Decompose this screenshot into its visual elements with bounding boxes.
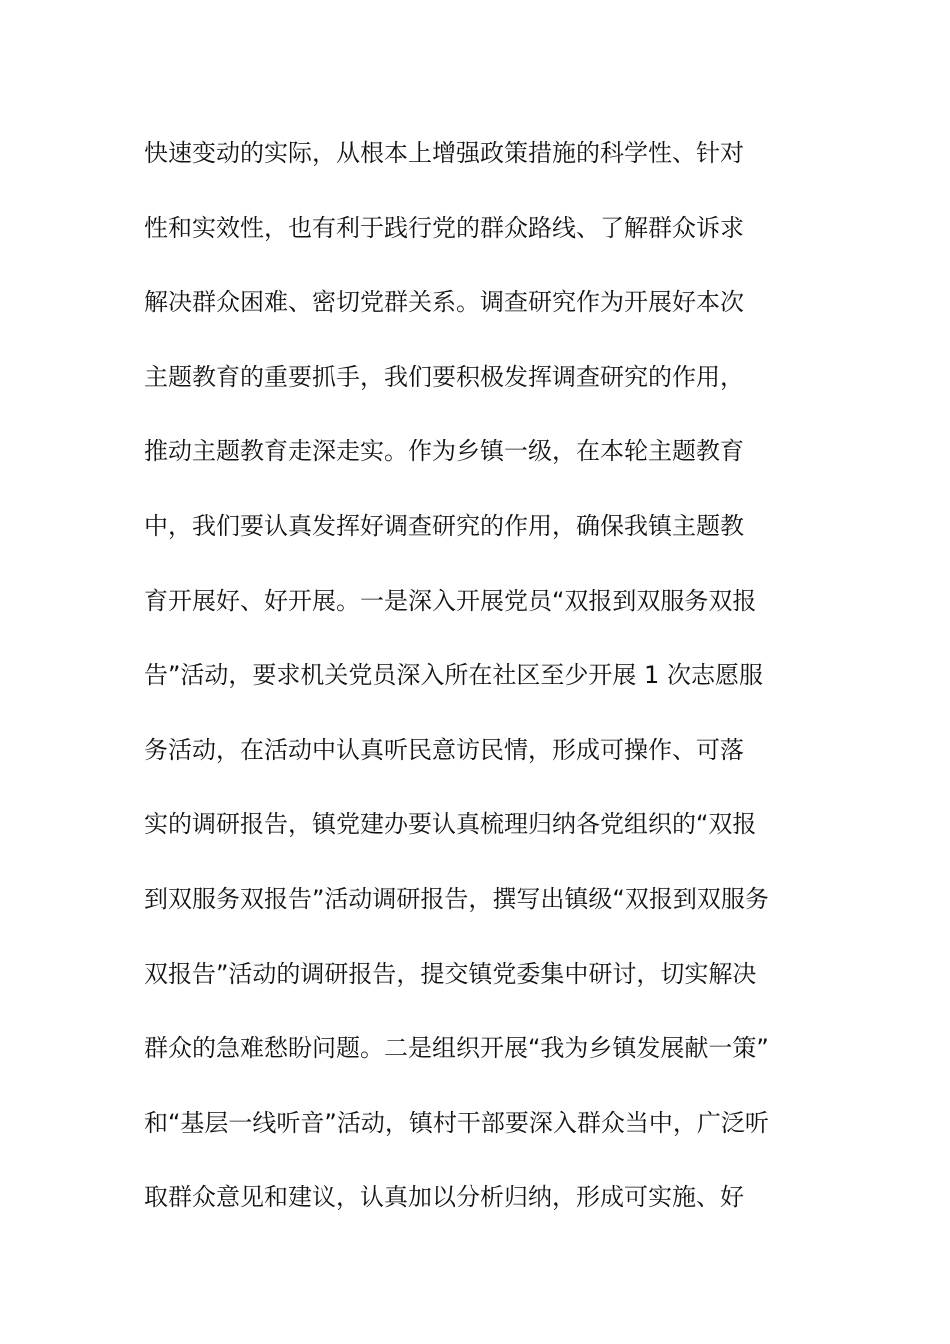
text-line: 中，我们要认真发挥好调查研究的作用，确保我镇主题教 — [144, 511, 744, 540]
text-line: 和“基层一线听音”活动，镇村干部要深入群众当中，广泛听 — [144, 1108, 769, 1137]
text-line: 育开展好、好开展。一是深入开展党员“双报到双服务双报 — [144, 586, 757, 615]
text-line: 推动主题教育走深走实。作为乡镇一级，在本轮主题教育 — [144, 437, 744, 466]
text-line: 群众的急难愁盼问题。二是组织开展“我为乡镇发展献一策” — [144, 1034, 769, 1063]
text-line: 双报告”活动的调研报告，提交镇党委集中研讨，切实解决 — [144, 959, 757, 988]
text-line: 务活动，在活动中认真听民意访民情，形成可操作、可落 — [144, 735, 744, 764]
text-line: 快速变动的实际，从根本上增强政策措施的科学性、针对 — [144, 139, 744, 167]
text-line: 告”活动，要求机关党员深入所在社区至少开展 1 次志愿服 — [144, 661, 763, 690]
text-line: 取群众意见和建议，认真加以分析归纳，形成可实施、好 — [144, 1183, 744, 1212]
text-line: 性和实效性，也有利于践行党的群众路线、了解群众诉求 — [144, 213, 744, 242]
body-paragraph — [144, 130, 814, 1249]
text-line: 主题教育的重要抓手，我们要积极发挥调查研究的作用， — [144, 362, 744, 391]
text-line: 解决群众困难、密切党群关系。调查研究作为开展好本次 — [144, 288, 744, 317]
text-line: 实的调研报告，镇党建办要认真梳理归纳各党组织的“双报 — [144, 810, 757, 839]
text-line: 到双服务双报告”活动调研报告，撰写出镇级“双报到双服务 — [144, 884, 769, 913]
